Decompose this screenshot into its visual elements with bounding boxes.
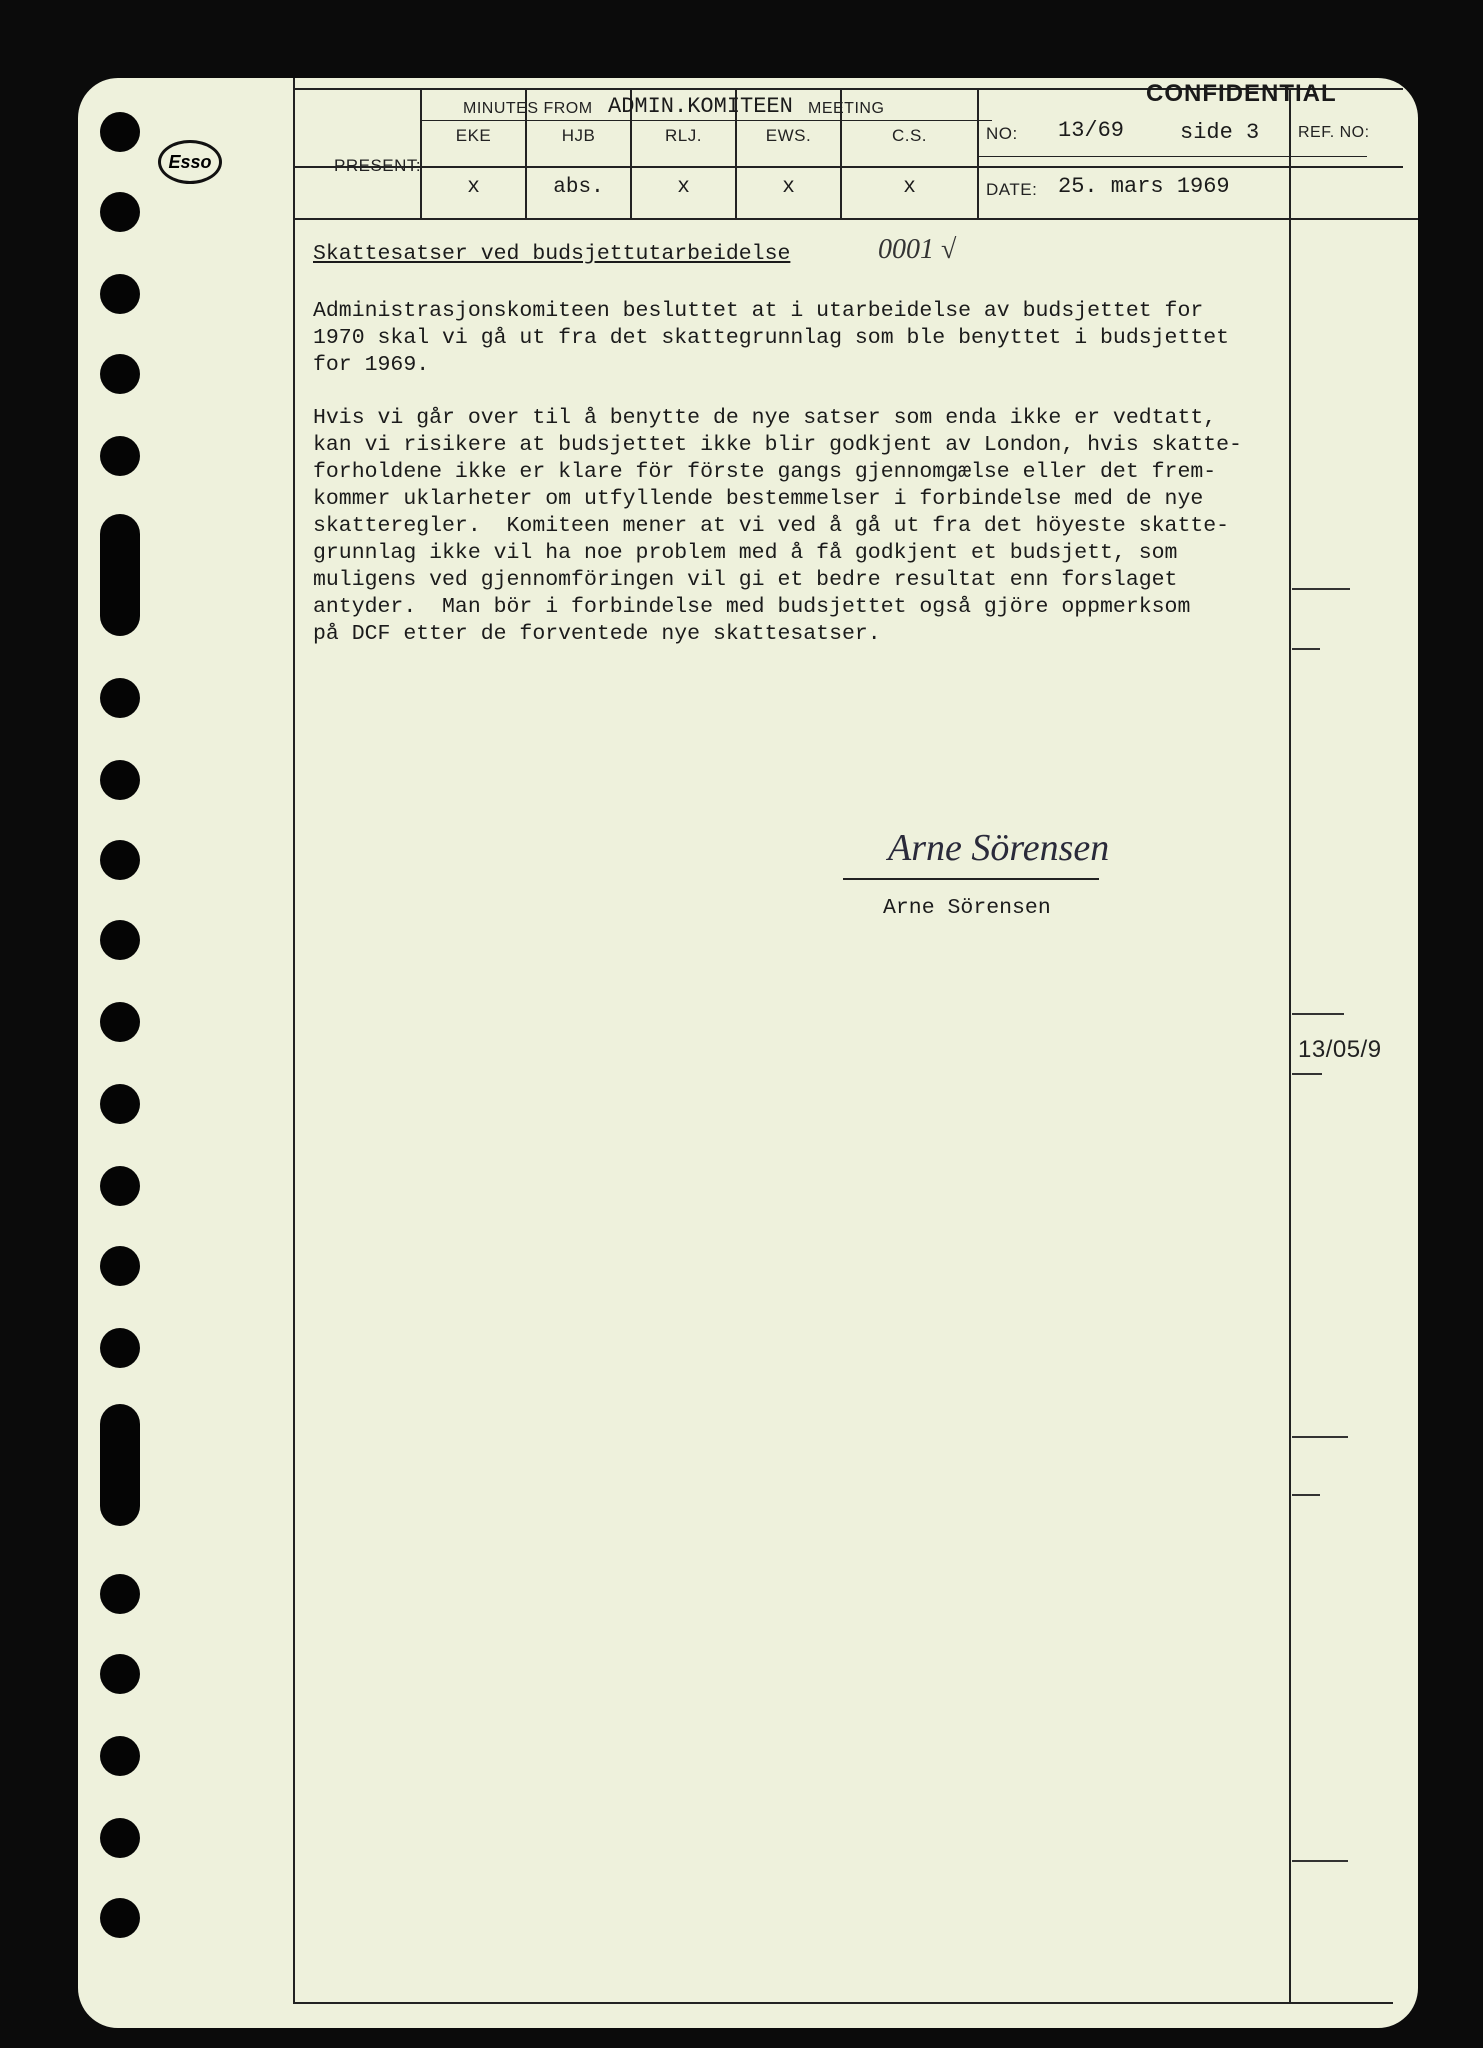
binder-hole	[100, 1246, 140, 1286]
header-bottom-line	[293, 218, 1418, 220]
paragraph: Administrasjonskomiteen besluttet at i utarbeidelse av budsjettet for 1970 skal vi gå ut fra det skattegrunnlag som ble benyttet i budsjettet for 1969.	[313, 299, 1230, 377]
attendee-initials: C.S.	[891, 126, 928, 145]
paragraph: Hvis vi går over til å benytte de nye satser som enda ikke er vedtatt, kan vi risikere at budsjettet ikke blir godkjent av London, hvis skatte- forholdene ikke er klare för förste gangs gjennomgælse eller det frem- kommer uklarheter om utfyllende bestemmelser i forbindelse med de nye skatteregler. Komiteen mener at vi ved å gå ut fra det höyeste skatte- grunnlag ikke vil ha noe problem med å få godkjent et budsjett, som muligens ved gjennomföringen vil gi et bedre resultat enn forslaget antyder. Man bör i forbindelse med budsjettet også gjöre oppmerksom på DCF etter de forventede nye skattesatser.	[313, 406, 1242, 646]
binder-hole	[100, 1898, 140, 1938]
attendee-initials: EWS.	[765, 126, 812, 145]
margin-mark	[1292, 588, 1350, 590]
attendee-row-divider	[420, 120, 992, 121]
committee-name: ADMIN.KOMITEEN	[608, 94, 793, 119]
margin-mark	[1292, 1860, 1348, 1862]
binder-hole	[100, 1736, 140, 1776]
binder-hole	[100, 678, 140, 718]
attendance-mark: abs.	[553, 176, 604, 199]
attendance-mark: x	[467, 176, 480, 199]
attendee-initials: RLJ.	[665, 126, 702, 145]
margin-mark	[1292, 1073, 1322, 1075]
binder-hole	[100, 274, 140, 314]
attendee-initials: HJB	[561, 126, 596, 145]
meeting-label: MEETING	[808, 100, 885, 117]
binder-hole	[100, 514, 140, 636]
binder-hole	[100, 192, 140, 232]
minutes-label: MINUTES FROM	[463, 100, 593, 117]
margin-mark	[1292, 1494, 1320, 1496]
page-number: side 3	[1180, 120, 1260, 145]
margin-mark	[1292, 648, 1320, 650]
no-label: NO:	[986, 124, 1018, 143]
binder-hole	[100, 840, 140, 880]
header-divider-line	[293, 166, 1403, 168]
binder-hole	[100, 760, 140, 800]
meeting-date: 25. mars 1969	[1058, 174, 1230, 199]
section-heading: Skattesatser ved budsjettutarbeidelse	[313, 242, 791, 266]
binder-hole	[100, 1328, 140, 1368]
binder-hole	[100, 1404, 140, 1526]
handwritten-signature: Arne Sörensen	[888, 827, 1110, 869]
confidential-stamp: CONFIDENTIAL	[1146, 80, 1337, 107]
attendance-mark: x	[782, 176, 795, 199]
binder-hole	[100, 920, 140, 960]
binder-hole	[100, 1002, 140, 1042]
document-number: 13/69	[1058, 118, 1125, 143]
binder-hole	[100, 112, 140, 152]
no-date-divider	[977, 156, 1367, 157]
binder-hole	[100, 1166, 140, 1206]
binder-hole	[100, 354, 140, 394]
binder-hole	[100, 1654, 140, 1694]
margin-mark	[1292, 1013, 1344, 1015]
binder-hole	[100, 1818, 140, 1858]
signature-line	[843, 878, 1099, 880]
esso-logo: Esso	[158, 140, 222, 184]
signatory-name: Arne Sörensen	[883, 896, 1051, 920]
document-sheet	[78, 78, 1418, 2028]
attendance-mark: x	[903, 176, 916, 199]
present-label: PRESENT:	[334, 156, 422, 175]
ref-no-label: REF. NO:	[1298, 124, 1370, 141]
binder-hole	[100, 436, 140, 476]
body-text	[313, 298, 1373, 674]
footer-line	[293, 2002, 1393, 2004]
binder-hole	[100, 1574, 140, 1614]
table-divider	[977, 88, 979, 218]
attendance-mark: x	[677, 176, 690, 199]
handwritten-note: 0001 √	[878, 234, 957, 265]
binder-hole	[100, 1084, 140, 1124]
attendee-initials: EKE	[455, 126, 492, 145]
left-border-line	[293, 78, 295, 2004]
margin-ref-note: 13/05/9	[1298, 1036, 1382, 1063]
margin-mark	[1292, 1436, 1348, 1438]
date-label: DATE:	[986, 180, 1038, 199]
